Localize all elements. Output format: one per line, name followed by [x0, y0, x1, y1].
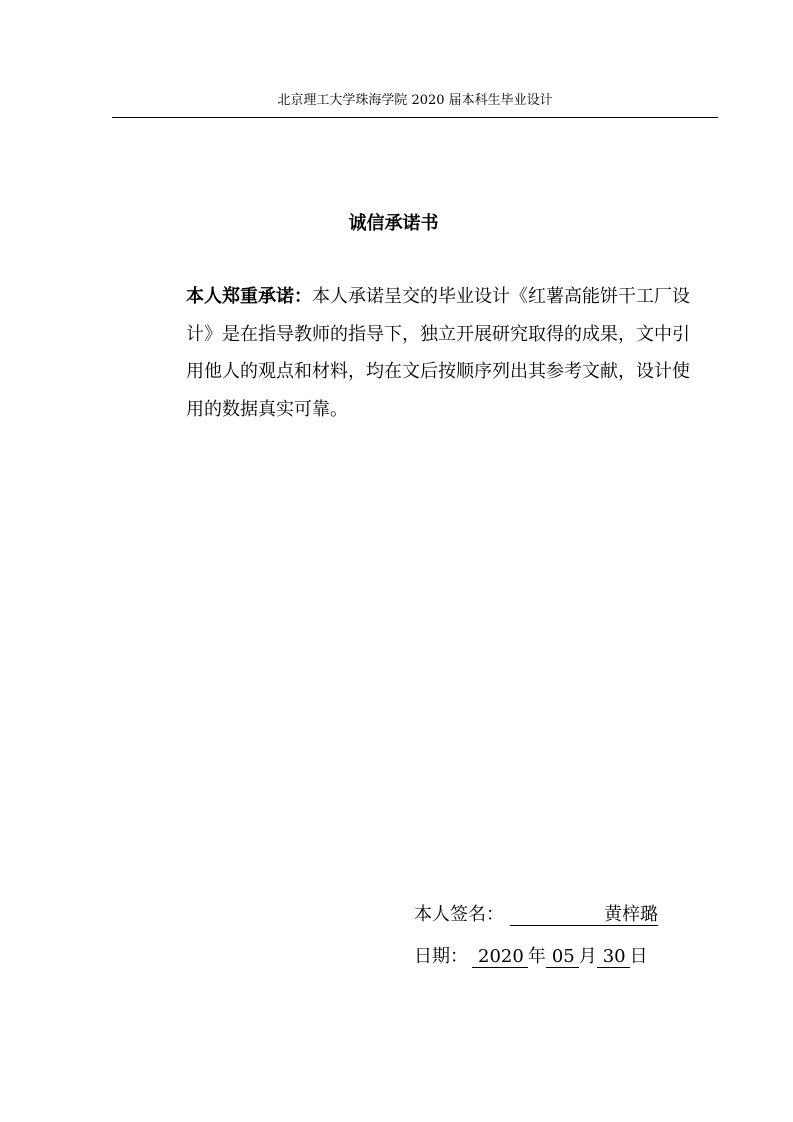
signature-row [414, 903, 658, 927]
signature-value: 黄梓璐 [510, 905, 658, 926]
statement-lead: 本人郑重承诺： [186, 286, 312, 307]
statement-paragraph [186, 278, 690, 428]
date-year-unit: 年 [527, 946, 546, 967]
date-month-unit: 月 [578, 946, 597, 967]
date-label: 日期： [414, 946, 468, 967]
signature-label: 本人签名： [414, 904, 504, 925]
date-day: 30 [597, 947, 630, 968]
page-header: 北京理工大学珠海学院 2020 届本科生毕业设计 [277, 93, 553, 108]
document-title: 诚信承诺书 [348, 213, 439, 234]
header-divider [112, 117, 718, 118]
date-month: 05 [546, 947, 579, 968]
statement-text: 本人承诺呈交的毕业设计《红薯高能饼干工厂设计》是在指导教师的指导下，独立开展研究取得的成果，文中引用他人的观点和材料，均在文后按顺序列出其参考文献，设计使用的数据真实可靠。 [186, 286, 690, 420]
date-day-unit: 日 [629, 946, 648, 967]
date-year: 2020 [472, 947, 528, 968]
date-row [414, 945, 648, 969]
